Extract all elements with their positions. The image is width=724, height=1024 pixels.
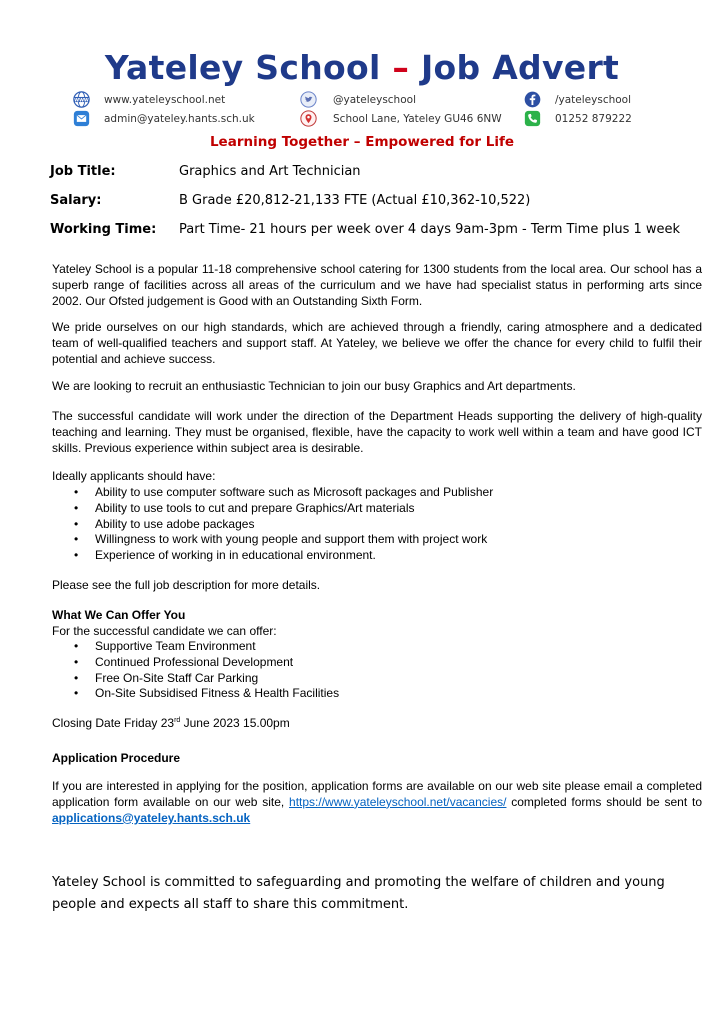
closing-date bbox=[52, 716, 290, 732]
list-item: • Ability to use tools to cut and prepare Graphics/Art materials bbox=[52, 501, 493, 517]
list-item: • Ability to use computer software such as Microsoft packages and Publisher bbox=[52, 485, 493, 501]
application-text-1: If you are interested in applying for the position, application forms are available on our web site please email a completed application form available on our web site, bbox=[52, 779, 702, 809]
facebook-icon bbox=[524, 91, 541, 108]
salary-value: B Grade £20,812-21,133 FTE (Actual £10,362-10,522) bbox=[179, 193, 531, 208]
ideal-intro: Ideally applicants should have: bbox=[52, 469, 216, 483]
offer-heading: What We Can Offer You bbox=[52, 608, 186, 622]
safeguarding-statement: Yateley School is committed to safeguarding and promoting the welfare of children and young people and expects all staff to share this commitment. bbox=[52, 875, 665, 912]
salary-label: Salary: bbox=[50, 193, 102, 208]
twitter-icon bbox=[300, 91, 317, 108]
list-item: • Experience of working in in educational environment. bbox=[52, 548, 493, 564]
closing-date-suffix: June 2023 15.00pm bbox=[180, 716, 290, 730]
ideal-requirements-list bbox=[52, 485, 493, 564]
list-item: • Ability to use adobe packages bbox=[52, 517, 493, 533]
vacancies-link[interactable]: https://www.yateleyschool.net/vacancies/ bbox=[289, 794, 507, 809]
location-pin-icon bbox=[300, 110, 317, 127]
svg-text:WWW: WWW bbox=[74, 98, 89, 104]
job-title-value: Graphics and Art Technician bbox=[179, 164, 361, 179]
intro-paragraph: Yateley School is a popular 11-18 comprehensive school catering for 1300 students from the local area. Our school has a superb range of facilities across all areas of the curriculum and we have had specialist status in performing arts since 2002. Our Ofsted judgement is Good with an Outstanding Sixth Form. bbox=[52, 262, 702, 308]
see-full-description: Please see the full job description for more details. bbox=[52, 578, 321, 592]
recruit-paragraph: We are looking to recruit an enthusiastic Technician to join our busy Graphics and Art departments. bbox=[52, 379, 576, 393]
facebook-handle: /yateleyschool bbox=[555, 94, 632, 106]
twitter-handle: @yateleyschool bbox=[333, 94, 416, 106]
list-item: • Continued Professional Development bbox=[52, 655, 339, 671]
list-item: • Willingness to work with young people and support them with project work bbox=[52, 532, 493, 548]
tagline: Learning Together – Empowered for Life bbox=[209, 134, 515, 150]
application-text-2: completed forms should be sent to bbox=[506, 794, 702, 809]
mail-icon bbox=[73, 110, 90, 127]
address-text: School Lane, Yateley GU46 6NW bbox=[333, 113, 502, 125]
globe-icon bbox=[73, 91, 90, 108]
phone-icon bbox=[524, 110, 541, 127]
application-paragraph bbox=[52, 779, 702, 826]
application-heading: Application Procedure bbox=[52, 751, 181, 765]
title-dash: – bbox=[392, 48, 410, 87]
standards-paragraph: We pride ourselves on our high standards, which are achieved through a friendly, caring atmosphere and a dedicated team of well-qualified teachers and support staff. At Yateley, we believe we offer the chance for every child to fulfil their potential and achieve success. bbox=[52, 320, 702, 366]
applications-email-link[interactable]: applications@yateley.hants.sch.uk bbox=[52, 810, 251, 825]
offer-intro: For the successful candidate we can offer: bbox=[52, 624, 277, 638]
title-school: Yateley School bbox=[104, 48, 393, 87]
phone-text: 01252 879222 bbox=[555, 113, 632, 125]
title-advert: Job Advert bbox=[409, 48, 620, 87]
candidate-paragraph: The successful candidate will work under the direction of the Department Heads supporting the delivery of high-quality teaching and learning. They must be organised, flexible, have the capacity to work well within a team and have good ICT skills. Previous experience within subject area is desirable. bbox=[52, 409, 702, 455]
working-time-label: Working Time: bbox=[50, 222, 157, 237]
working-time-value: Part Time- 21 hours per week over 4 days 9am-3pm - Term Time plus 1 week bbox=[179, 222, 681, 237]
website-text: www.yateleyschool.net bbox=[104, 94, 226, 106]
list-item: • Supportive Team Environment bbox=[52, 639, 339, 655]
closing-date-prefix: Closing Date Friday 23 bbox=[52, 716, 175, 730]
job-title-label: Job Title: bbox=[50, 164, 116, 179]
closing-date-sup: rd bbox=[174, 717, 181, 724]
page-title bbox=[0, 48, 724, 88]
offer-list bbox=[52, 639, 339, 702]
list-item: • Free On-Site Staff Car Parking bbox=[52, 671, 339, 687]
list-item: • On-Site Subsidised Fitness & Health Facilities bbox=[52, 686, 339, 702]
email-text: admin@yateley.hants.sch.uk bbox=[104, 113, 255, 125]
